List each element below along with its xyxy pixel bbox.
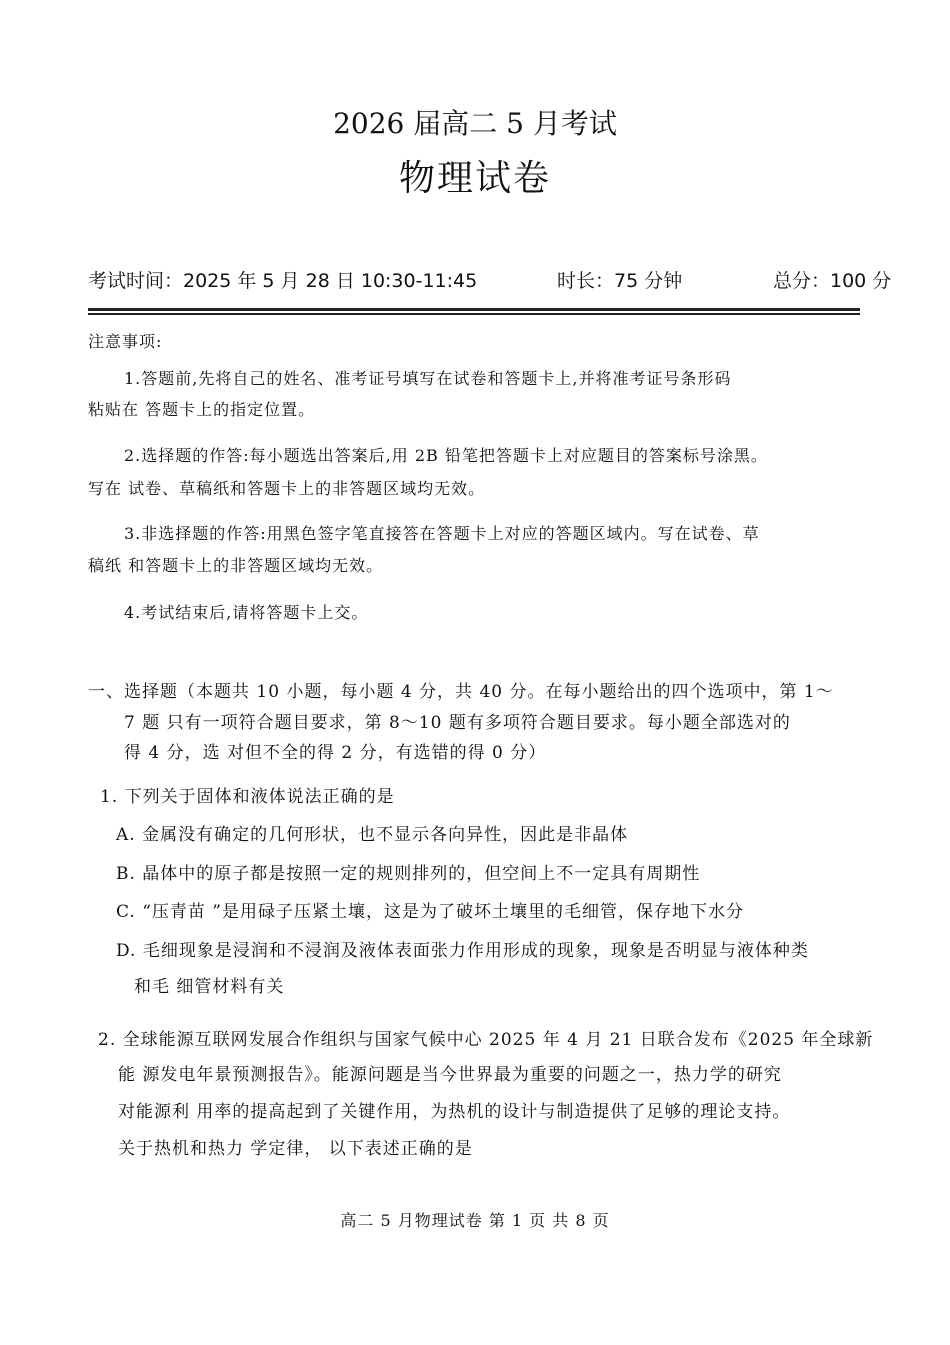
question-1-option-c: C. “压青苗 ”是用碌子压紧土壤，这是为了破坏土壤里的毛细管，保存地下水分 [116,902,744,922]
question-1-option-a: A. 金属没有确定的几何形状，也不显示各向异性，因此是非晶体 [116,825,629,845]
section-instructions: 得 4 分，选 对但不全的得 2 分，有选错的得 0 分） [124,743,547,763]
question-2-stem: 关于热机和热力 学定律， 以下表述正确的是 [118,1139,473,1159]
notes-line: 2.选择题的作答:每小题选出答案后,用 2B 铅笔把答题卡上对应题目的答案标号涂黑。 [124,446,768,465]
question-1-option-d: D. 毛细现象是浸润和不浸润及液体表面张力作用形成的现象，现象是否明显与液体种类 [116,941,809,961]
section-instructions: 7 题 只有一项符合题目要求，第 8～10 题有多项符合题目要求。每小题全部选对的 [124,713,791,733]
page-footer: 高二 5 月物理试卷 第 1 页 共 8 页 [340,1211,610,1230]
question-1-option-b: B. 晶体中的原子都是按照一定的规则排列的，但空间上不一定具有周期性 [116,864,701,884]
exam-title: 2026 届高二 5 月考试 [333,107,617,140]
notes-heading: 注意事项: [88,332,163,351]
header-rule-thin [88,313,860,315]
section-instructions: 一、选择题（本题共 10 小题，每小题 4 分，共 40 分。在每小题给出的四个选项中，第 1～ [88,682,834,702]
notes-line: 写在 试卷、草稿纸和答题卡上的非答题区域均无效。 [88,479,486,498]
header-rule-thick [88,308,860,311]
question-2-stem: 能 源发电年景预测报告》。能源问题是当今世界最为重要的问题之一，热力学的研究 [118,1065,782,1085]
question-2-stem: 2. 全球能源互联网发展合作组织与国家气候中心 2025 年 4 月 21 日联合发布《2025 年全球新 [98,1030,874,1050]
notes-line: 4.考试结束后,请将答题卡上交。 [124,603,369,622]
question-1-option-d-cont: 和毛 细管材料有关 [134,977,285,997]
question-1-stem: 1. 下列关于固体和液体说法正确的是 [100,787,395,807]
notes-line: 粘贴在 答题卡上的指定位置。 [88,400,316,419]
notes-line: 1.答题前,先将自己的姓名、准考证号填写在试卷和答题卡上,并将准考证号条形码 [124,369,732,388]
subject-title: 物理试卷 [398,158,551,199]
exam-duration: 时长：75 分钟 [557,270,683,292]
notes-line: 稿纸 和答题卡上的非答题区域均无效。 [88,556,384,575]
question-2-stem: 对能源利 用率的提高起到了关键作用，为热机的设计与制造提供了足够的理论支持。 [118,1102,791,1122]
exam-time: 考试时间：2025 年 5 月 28 日 10:30-11:45 [88,270,478,292]
exam-total-score: 总分：100 分 [773,270,892,292]
notes-line: 3.非选择题的作答:用黑色签字笔直接答在答题卡上对应的答题区域内。写在试卷、草 [124,524,760,543]
